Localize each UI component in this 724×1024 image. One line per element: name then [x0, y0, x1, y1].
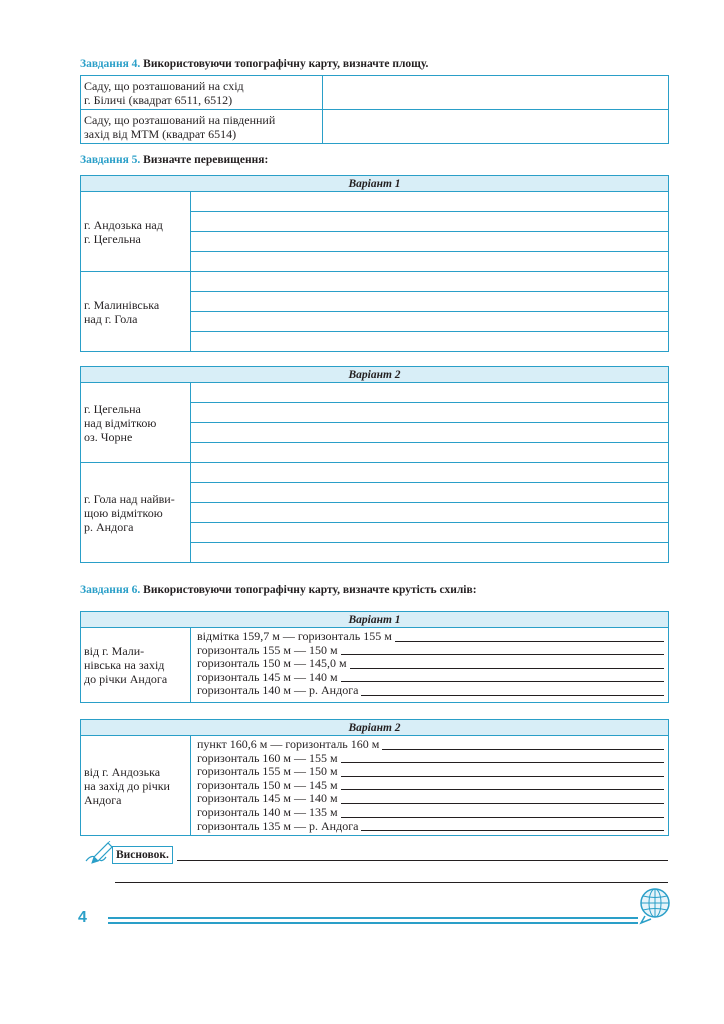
answer-line[interactable] — [191, 383, 669, 403]
label-line: г. Андозька над — [84, 217, 163, 232]
slope-text: відмітка 159,7 м — горизонталь 155 м — [197, 629, 392, 643]
task5-variant2-table — [80, 366, 669, 563]
footer-rule — [108, 922, 638, 924]
answer-blank[interactable] — [382, 749, 664, 750]
label-line: захід від МТМ (квадрат 6514) — [84, 126, 237, 141]
task6-variant1-table — [80, 611, 669, 703]
slope-line[interactable] — [197, 738, 664, 752]
task5-number: Завдання 5. — [80, 154, 141, 166]
label-line: оз. Чорне — [84, 429, 133, 444]
answer-line[interactable] — [191, 272, 669, 292]
task4-table — [80, 75, 669, 144]
task4-heading — [80, 58, 428, 70]
slope-text: горизонталь 145 м — 140 м — [197, 791, 338, 806]
answer-blank[interactable] — [361, 695, 664, 696]
slope-text: горизонталь 135 м — р. Андога — [197, 818, 359, 833]
answer-line[interactable] — [191, 403, 669, 423]
answer-blank[interactable] — [395, 641, 664, 642]
label-line: Саду, що розташований на схід — [84, 79, 244, 93]
slope-line[interactable] — [197, 792, 664, 806]
slope-line[interactable] — [197, 806, 664, 820]
slope-text: горизонталь 145 м — 140 м — [197, 669, 338, 684]
label-line: до річки Андога — [84, 672, 168, 686]
slope-line[interactable] — [197, 684, 664, 698]
task5-variant1-table — [80, 175, 669, 352]
task6-number: Завдання 6. — [80, 584, 141, 596]
answer-blank[interactable] — [350, 668, 664, 669]
label-line: над відміткою — [84, 415, 157, 430]
answer-blank[interactable] — [341, 817, 664, 818]
task4-text: Використовуючи топографічну карту, визначте площу. — [143, 58, 429, 70]
slope-line[interactable] — [197, 820, 664, 834]
task5-v1-row1-label — [81, 192, 191, 272]
answer-line[interactable] — [191, 292, 669, 312]
conclusion-line[interactable] — [115, 882, 668, 883]
slope-line[interactable] — [197, 752, 664, 766]
label-line: г. Цегельна — [84, 231, 141, 246]
table-row — [81, 110, 669, 144]
answer-blank[interactable] — [341, 681, 664, 682]
slope-text: горизонталь 155 м — 150 м — [197, 642, 338, 657]
answer-line[interactable] — [191, 192, 669, 212]
variant-title: Варіант 2 — [81, 367, 669, 383]
variant-title: Варіант 2 — [81, 720, 669, 736]
label-line: над г. Гола — [84, 311, 138, 326]
label-line: щою відміткою — [84, 505, 163, 520]
slope-text: горизонталь 150 м — 145 м — [197, 777, 338, 792]
slope-line[interactable] — [197, 671, 664, 685]
slope-text: пункт 160,6 м — горизонталь 160 м — [197, 737, 380, 751]
answer-line[interactable] — [191, 503, 669, 523]
slope-text: горизонталь 150 м — 145,0 м — [197, 656, 347, 671]
task5-text: Визначте перевищення: — [143, 154, 269, 166]
slope-text: горизонталь 160 м — 155 м — [197, 750, 338, 765]
answer-blank[interactable] — [341, 789, 664, 790]
footer-rule — [108, 917, 638, 919]
answer-blank[interactable] — [341, 803, 664, 804]
task5-heading — [80, 154, 268, 166]
task5-v2-row2-label — [81, 463, 191, 563]
answer-blank[interactable] — [341, 762, 664, 763]
slope-text: горизонталь 140 м — р. Андога — [197, 683, 359, 698]
answer-line[interactable] — [191, 543, 669, 563]
task4-row1-label — [81, 76, 323, 110]
slope-line[interactable] — [197, 779, 664, 793]
slope-text: горизонталь 155 м — 150 м — [197, 764, 338, 779]
slope-line[interactable] — [197, 657, 664, 671]
task6-v1-label — [81, 628, 191, 703]
answer-line[interactable] — [191, 252, 669, 272]
answer-line[interactable] — [191, 332, 669, 352]
label-line: Андога — [84, 792, 122, 807]
label-line: г. Біличі (квадрат 6511, 6512) — [84, 93, 233, 107]
answer-line[interactable] — [191, 463, 669, 483]
task4-row2-label — [81, 110, 323, 144]
task5-v2-row1-label — [81, 383, 191, 463]
task6-text: Використовуючи топографічну карту, визначте крутість схилів: — [143, 584, 477, 596]
task6-heading — [80, 584, 477, 596]
label-line: р. Андога — [84, 519, 134, 534]
label-line: від г. Мали- — [84, 644, 145, 658]
slope-line[interactable] — [197, 765, 664, 779]
task6-v1-lines — [191, 628, 669, 703]
task6-v2-lines — [191, 736, 669, 836]
slope-text: горизонталь 140 м — 135 м — [197, 804, 338, 819]
page-number: 4 — [78, 909, 87, 926]
globe-icon — [637, 886, 671, 926]
answer-line[interactable] — [191, 312, 669, 332]
answer-line[interactable] — [191, 443, 669, 463]
answer-blank[interactable] — [341, 654, 664, 655]
label-line: нівська на захід — [84, 658, 165, 672]
slope-line[interactable] — [197, 644, 664, 658]
label-line: Саду, що розташований на південний — [84, 112, 276, 127]
task6-variant2-table — [80, 719, 669, 836]
task4-row2-answer[interactable] — [323, 110, 669, 144]
conclusion-row — [80, 842, 668, 864]
task6-v2-label — [81, 736, 191, 836]
table-row — [81, 76, 669, 110]
answer-line[interactable] — [191, 212, 669, 232]
label-line: від г. Андозька — [84, 764, 161, 779]
task4-number: Завдання 4. — [80, 58, 141, 70]
variant-title: Варіант 1 — [81, 176, 669, 192]
task4-row1-answer[interactable] — [323, 76, 669, 110]
label-line: на захід до річки — [84, 778, 170, 793]
answer-blank[interactable] — [361, 830, 664, 831]
conclusion-label: Висновок. — [112, 846, 173, 864]
answer-line[interactable] — [191, 232, 669, 252]
answer-line[interactable] — [191, 423, 669, 443]
answer-blank[interactable] — [341, 776, 664, 777]
label-line: г. Гола над найви- — [84, 491, 175, 506]
answer-line[interactable] — [191, 483, 669, 503]
label-line: г. Малинівська — [84, 297, 160, 312]
variant-title: Варіант 1 — [81, 612, 669, 628]
label-line: г. Цегельна — [84, 401, 141, 416]
task5-v1-row2-label — [81, 272, 191, 352]
conclusion-line[interactable] — [177, 860, 668, 861]
slope-line[interactable] — [197, 630, 664, 644]
answer-line[interactable] — [191, 523, 669, 543]
